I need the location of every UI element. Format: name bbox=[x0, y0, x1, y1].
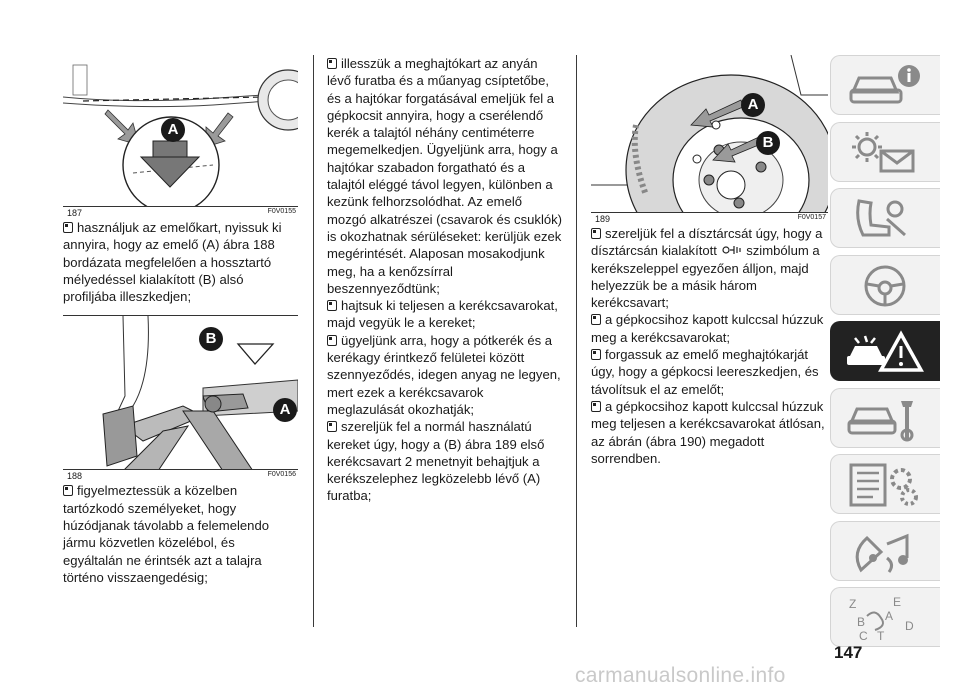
column-2-text-1: illesszük a meghajtókart az anyán lévő furatba és a műanyag csíptetőbe, és a hajtókar forgatásával emeljük fel a gépkocsit annyira, hogy a cserélendő kerék a talajtól néhány centiméterre megemelkedjen. Ügyeljünk arra, hogy a hajtókar szabadon forgatható és a talajtól eléggé távol legyen, különben a kezünk felhorzsolódhat. Az emelő mozgó alkatrészei (csavarok és csuklók) is okozhatnak sérüléseket: kerüljük ezek megérintését. Alaposan mosakodjunk meg, ha a kenőzsírral beszennyeződtünk; bbox=[327, 56, 563, 296]
column-1-paragraph-2 bbox=[63, 482, 298, 586]
column-3-paragraph-3 bbox=[591, 346, 828, 398]
column-3-paragraph-2 bbox=[591, 311, 828, 346]
figure-188-number: 188 bbox=[67, 471, 83, 482]
valve-symbol-icon bbox=[721, 244, 743, 256]
tab-warning-lights[interactable] bbox=[830, 122, 940, 182]
label-a-text: A bbox=[747, 96, 759, 113]
car-maintenance-icon bbox=[845, 395, 925, 443]
figure-188-caption bbox=[63, 470, 298, 482]
tab-emergency[interactable] bbox=[830, 321, 940, 381]
bullet-icon bbox=[63, 222, 73, 233]
figure-188-code: F0V0156 bbox=[267, 471, 296, 479]
figure-189-label-a bbox=[741, 93, 765, 117]
bullet-icon bbox=[327, 335, 337, 346]
tab-car-maintenance[interactable] bbox=[830, 388, 940, 448]
column-3-text-1a: szereljük fel a dísztárcsát úgy, hogy a dísztárcsán kialakított bbox=[591, 226, 823, 259]
figure-189 bbox=[591, 55, 828, 213]
column-3-paragraph-1 bbox=[591, 225, 828, 311]
figure-189-caption bbox=[591, 213, 828, 225]
figure-188 bbox=[63, 315, 298, 470]
bullet-icon bbox=[591, 349, 601, 360]
figure-187-label-a bbox=[161, 118, 185, 142]
column-1-text-2: figyelmeztessük a közelben tartózkodó személyeket, hogy húzódjanak távolabb a felemelendo jármu közvetlen közelébol, és egyáltalán ne érintsék azt a talajra történo visszaengedésig; bbox=[63, 483, 270, 585]
index-letter-c: C bbox=[859, 629, 868, 642]
figure-188-illustration bbox=[63, 316, 298, 470]
bullet-icon bbox=[591, 228, 601, 239]
label-a-text: A bbox=[279, 401, 291, 419]
column-1-paragraph-1 bbox=[63, 219, 298, 305]
seat-safety-icon bbox=[845, 195, 925, 243]
label-b-text: B bbox=[762, 134, 774, 151]
tab-index[interactable] bbox=[830, 587, 940, 647]
bullet-icon bbox=[63, 485, 73, 496]
column-2-text-3: ügyeljünk arra, hogy a pótkerék és a kerékagy érintkező felületei között szennyeződés, idegen anyag ne legyen, mert ezek a kerékcsavarok meglazulását okozhatják; bbox=[327, 332, 561, 417]
technical-data-icon bbox=[845, 461, 925, 509]
column-divider-1 bbox=[313, 55, 314, 627]
index-letter-t: T bbox=[877, 629, 885, 642]
emergency-icon bbox=[845, 328, 925, 376]
column-3-paragraph-4 bbox=[591, 398, 828, 467]
tab-steering-wheel[interactable] bbox=[830, 255, 940, 315]
warning-lights-icon bbox=[845, 129, 925, 177]
column-3-text-3: forgassuk az emelő meghajtókarját úgy, hogy a gépkocsi leereszkedjen, és távolítsuk el az emelőt; bbox=[591, 347, 819, 397]
column-3 bbox=[591, 55, 828, 467]
multimedia-icon bbox=[845, 528, 925, 576]
index-letter-z: Z bbox=[849, 597, 857, 611]
figure-187 bbox=[63, 55, 298, 207]
label-b-text: B bbox=[205, 330, 217, 348]
column-1-text-1: használjuk az emelőkart, nyissuk ki annyira, hogy az emelő (A) ábra 188 bordázata megfelelően a hossztartó mélyedéssel kialakított (B) alsó profiljába illeszkedjen; bbox=[63, 220, 282, 305]
chapter-sidebar bbox=[830, 55, 948, 654]
bullet-icon bbox=[591, 401, 601, 412]
column-2-paragraph-1 bbox=[327, 55, 564, 297]
bullet-icon bbox=[327, 421, 337, 432]
column-3-text-4: a gépkocsihoz kapott kulccsal húzzuk meg teljesen a kerékcsavarokat átlósan, az ábrán (ábra 190) megadott sorrendben. bbox=[591, 398, 825, 466]
column-2-paragraph-2 bbox=[327, 297, 564, 332]
bullet-icon bbox=[327, 58, 337, 69]
tab-technical-data[interactable] bbox=[830, 454, 940, 514]
figure-187-caption bbox=[63, 207, 298, 219]
figure-187-code: F0V0155 bbox=[267, 208, 296, 215]
column-2 bbox=[327, 55, 564, 505]
index-icon bbox=[845, 594, 925, 642]
car-info-icon bbox=[845, 62, 925, 110]
column-2-paragraph-4 bbox=[327, 418, 564, 504]
steering-wheel-icon bbox=[845, 262, 925, 310]
tab-seat-safety[interactable] bbox=[830, 188, 940, 248]
index-letter-b: B bbox=[857, 615, 866, 629]
column-2-text-2: hajtsuk ki teljesen a kerékcsavarokat, majd vegyük le a kereket; bbox=[327, 298, 558, 331]
column-1 bbox=[63, 55, 298, 586]
column-3-text-2: a gépkocsihoz kapott kulccsal húzzuk meg a kerékcsavarokat; bbox=[591, 312, 824, 345]
column-3-text-1b: szimbólum a kerékszeleppel egyezően álljon, majd helyezzük be a másik három kerékcsavart; bbox=[591, 243, 820, 311]
index-letter-e: E bbox=[893, 595, 902, 609]
label-a-text: A bbox=[167, 121, 179, 138]
figure-189-label-b bbox=[756, 131, 780, 155]
watermark: carmanualsonline.info bbox=[575, 664, 786, 687]
index-letter-a: A bbox=[885, 609, 894, 623]
tab-multimedia[interactable] bbox=[830, 521, 940, 581]
page-number: 147 bbox=[834, 643, 863, 662]
figure-187-number: 187 bbox=[67, 208, 83, 218]
column-2-text-4: szereljük fel a normál használatú kereket úgy, hogy a (B) ábra 189 első kerékcsavart 2 menetnyit behajtjuk a kerékszelephez legközelebb lévő (A) furatba; bbox=[327, 419, 545, 504]
figure-189-code: F0V0157 bbox=[797, 214, 826, 221]
tab-car-info[interactable] bbox=[830, 55, 940, 115]
figure-189-number: 189 bbox=[595, 214, 611, 224]
bullet-icon bbox=[591, 314, 601, 325]
column-divider-2 bbox=[576, 55, 577, 627]
column-2-paragraph-3 bbox=[327, 332, 564, 418]
index-letter-d: D bbox=[905, 619, 914, 633]
bullet-icon bbox=[327, 300, 337, 311]
figure-189-illustration bbox=[591, 55, 828, 213]
